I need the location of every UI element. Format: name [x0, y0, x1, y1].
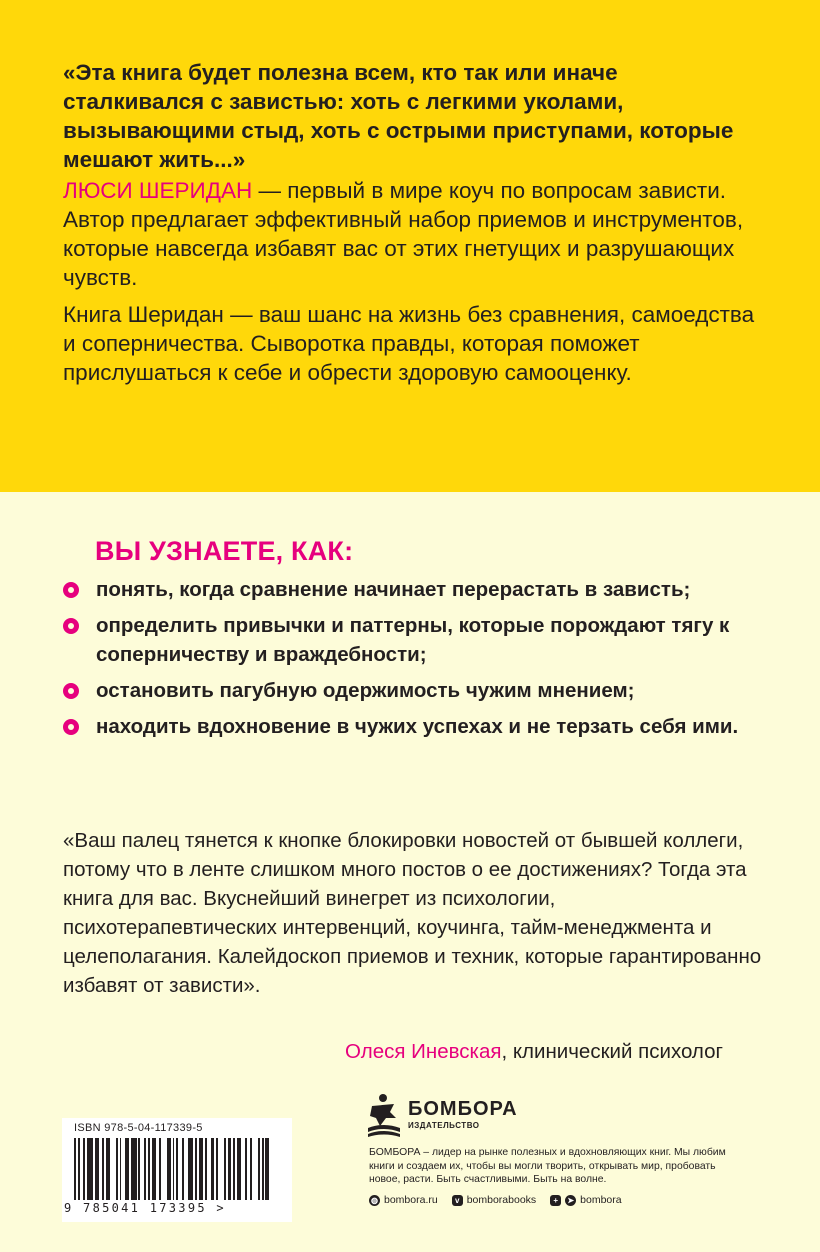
- vk-link[interactable]: [452, 1194, 536, 1206]
- review-signature: [63, 1037, 723, 1066]
- list-item: [63, 676, 763, 705]
- isbn-barcode-block: [62, 1118, 292, 1222]
- list-item-text: находить вдохновение в чужих успехах и не терзать себя ими.: [96, 715, 739, 738]
- messenger-text: bombora: [580, 1194, 622, 1206]
- review-quote: «Ваш палец тянется к кнопке блокировки новостей от бывшей коллеги, потому что в ленте слишком много постов о ее достижениях? Тогда эта книга для вас. Вкуснейший винегрет из психологии, психотерапевтических интервенций, коучинга, тайм-менеджмента и целеполагания. Калейдоскоп приемов и техник, которые гарантированно избавят от зависти».: [63, 829, 762, 997]
- bullet-icon: [63, 719, 79, 735]
- reviewer-name: Олеся Иневская: [345, 1040, 502, 1063]
- learn-heading: ВЫ УЗНАЕТЕ, КАК:: [95, 536, 354, 566]
- opening-quote: «Эта книга будет полезна всем, кто так или иначе сталкивался с завистью: хоть с легкими уколами, вызывающими стыд, хоть с острыми приступами, которые мешают жить...»: [63, 60, 734, 172]
- list-item-text: остановить пагубную одержимость чужим мнением;: [96, 679, 635, 702]
- publisher-subtitle: ИЗДАТЕЛЬСТВО: [408, 1121, 480, 1130]
- reviewer-role: , клинический психолог: [501, 1040, 723, 1063]
- barcode-digits: 9 785041 173395 >: [64, 1201, 226, 1215]
- publisher-description: БОМБОРА – лидер на рынке полезных и вдохновляющих книг. Мы любим книги и создаем их, чтобы вы могли творить, открывать мир, пробовать новое, расти. Быть счастливыми. Быть на волне.: [369, 1147, 726, 1185]
- author-description: — первый в мире коуч по вопросам зависти. Автор предлагает эффективный набор приемов и инструментов, которые навсегда избавят вас от этих гнетущих и разрушающих чувств.: [63, 178, 744, 290]
- bullet-icon: [63, 618, 79, 634]
- bullet-icon: [63, 683, 79, 699]
- list-item: [63, 712, 763, 741]
- website-text: bombora.ru: [384, 1194, 438, 1206]
- website-link[interactable]: [369, 1194, 438, 1206]
- globe-icon: ◍: [369, 1195, 380, 1206]
- vk-icon: v: [452, 1195, 463, 1206]
- isbn-label: ISBN 978-5-04-117339-5: [74, 1122, 203, 1134]
- publisher-logo: [366, 1092, 516, 1138]
- social-links: [369, 1194, 622, 1206]
- telegram-icon: ➤: [565, 1195, 576, 1206]
- barcode-image: [74, 1138, 272, 1200]
- plus-icon: +: [550, 1195, 561, 1206]
- list-item-text: определить привычки и паттерны, которые порождают тягу к соперничеству и враждебности;: [96, 614, 730, 666]
- publisher-name: БОМБОРА: [408, 1098, 518, 1120]
- list-item: [63, 611, 763, 669]
- list-item-text: понять, когда сравнение начинает перерастать в зависть;: [96, 578, 691, 601]
- messenger-link[interactable]: [550, 1194, 621, 1206]
- publisher-logo-icon: [366, 1092, 402, 1138]
- learn-list: [63, 575, 763, 748]
- bullet-icon: [63, 582, 79, 598]
- author-name: ЛЮСИ ШЕРИДАН: [63, 178, 253, 203]
- list-item: [63, 575, 763, 604]
- author-paragraph: [63, 176, 763, 292]
- barcode-bar: [269, 1138, 271, 1200]
- book-summary-paragraph: Книга Шеридан — ваш шанс на жизнь без сравнения, самоедства и соперничества. Сыворотка правды, которая поможет прислушаться к себе и обрести здоровую самооценку.: [63, 302, 755, 385]
- vk-text: bomborabooks: [466, 1194, 537, 1206]
